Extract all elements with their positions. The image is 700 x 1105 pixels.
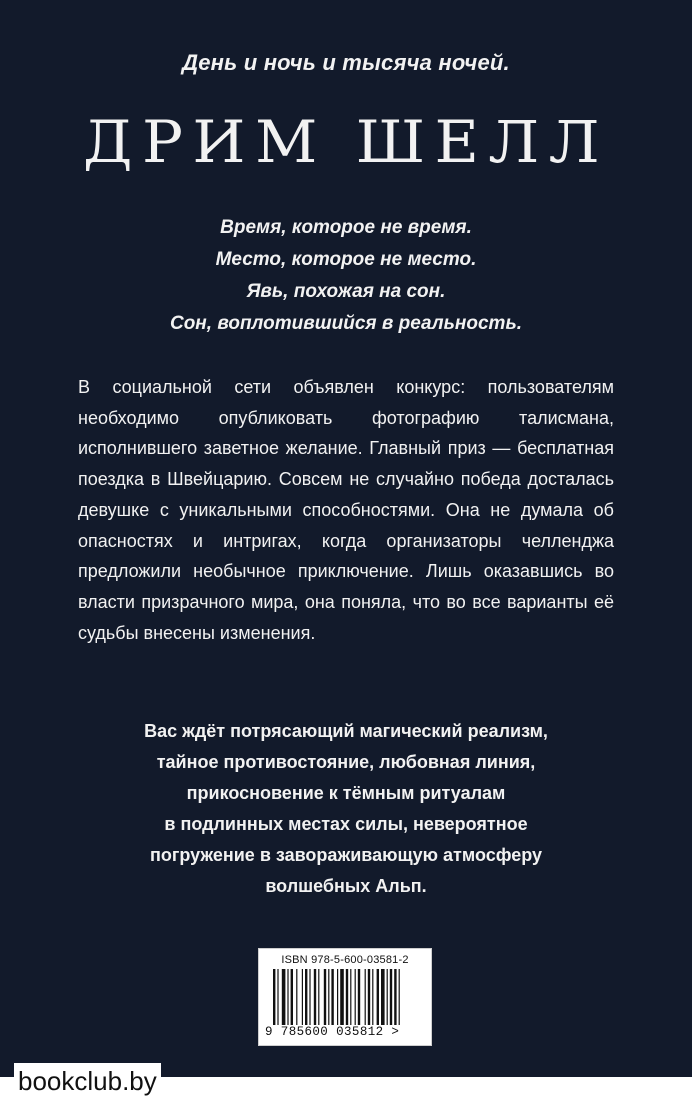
barcode-stripe: [291, 969, 293, 1025]
barcode-number: 9 785600 035812 >: [265, 1025, 400, 1039]
barcode-stripe: [296, 969, 297, 1025]
barcode-stripe: [309, 969, 310, 1025]
barcode-stripe: [358, 969, 360, 1025]
barcode-stripe: [365, 969, 366, 1025]
barcode-stripe: [390, 969, 392, 1025]
barcode-stripe: [302, 969, 303, 1025]
poem: [0, 212, 692, 340]
barcode-stripe: [314, 969, 316, 1025]
isbn-barcode: [258, 948, 432, 1046]
barcode-stripe: [368, 969, 370, 1025]
isbn-label: ISBN 978-5-600-03581-2: [281, 954, 409, 966]
promo-text: [0, 716, 692, 902]
barcode-stripe: [273, 969, 275, 1025]
watermark: bookclub.by: [14, 1063, 161, 1099]
tagline: День и ночь и тысяча ночей.: [182, 50, 510, 75]
poem-line: Сон, воплотившийся в реальность.: [169, 313, 523, 334]
barcode-stripe: [277, 969, 278, 1025]
barcode-stripe: [282, 969, 286, 1025]
barcode-bars: [273, 969, 419, 1025]
barcode-stripe: [350, 969, 351, 1025]
barcode-stripe: [355, 969, 356, 1025]
promo-line: погружение в завораживающую атмосферу: [149, 845, 543, 865]
promo-line: прикосновение к тёмным ритуалам: [186, 783, 506, 803]
barcode-stripe: [305, 969, 307, 1025]
promo-line: в подлинных местах силы, невероятное: [164, 814, 528, 834]
barcode-stripe: [394, 969, 396, 1025]
poem-line: Время, которое не время.: [220, 217, 472, 238]
barcode-stripe: [377, 969, 379, 1025]
barcode-stripe: [324, 969, 326, 1025]
barcode-stripe: [387, 969, 388, 1025]
barcode-stripe: [372, 969, 373, 1025]
barcode-stripe: [318, 969, 319, 1025]
barcode-stripe: [399, 969, 400, 1025]
author-name: ДРИМ ШЕЛЛ: [83, 108, 609, 176]
barcode-stripe: [340, 969, 344, 1025]
synopsis-paragraph: В социальной сети объявлен конкурс: пользователям необходимо опубликовать фотографию талисмана, исполнившего заветное желание. Главный приз — бесплатная поездка в Швейцарию. Совсем не случайно победа досталась девушке с уникальными способностями. Она не думала об опасностях и интригах, когда организаторы челленджа предложили необычное приключение. Лишь оказавшись во власти призрачного мира, она поняла, что во все варианты её судьбы внесены изменения.: [78, 377, 614, 643]
barcode-stripe: [346, 969, 348, 1025]
promo-line: тайное противостояние, любовная линия,: [156, 752, 536, 772]
poem-line: Место, которое не место.: [215, 249, 477, 270]
barcode-stripe: [381, 969, 385, 1025]
barcode-stripe: [287, 969, 288, 1025]
promo-line: Вас ждёт потрясающий магический реализм,: [144, 721, 548, 741]
barcode-stripe: [328, 969, 329, 1025]
poem-line: Явь, похожая на сон.: [246, 281, 446, 302]
barcode-stripe: [337, 969, 338, 1025]
promo-line: волшебных Альп.: [265, 876, 427, 896]
barcode-stripe: [331, 969, 333, 1025]
